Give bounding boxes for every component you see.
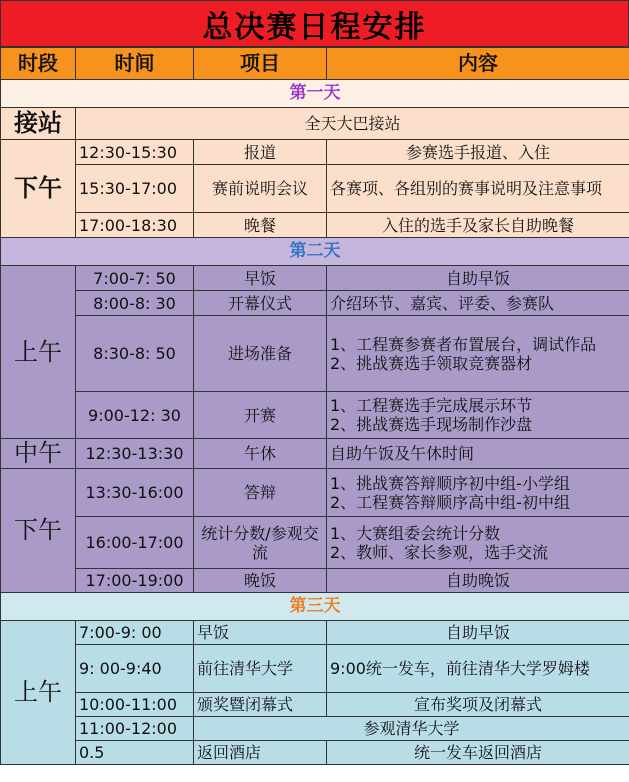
content-cell: 宣布奖项及闭幕式 [327,693,629,717]
time-cell: 9:00-12: 30 [76,392,194,439]
table-row [1,316,629,392]
content-line: 2、工程赛答辩顺序高中组-初中组 [330,492,570,512]
period-morning: 上午 [1,621,76,765]
item-cell: 颁奖暨闭幕式 [194,693,327,717]
time-cell: 7:00-7: 50 [76,266,194,291]
day3-label-row [1,593,629,621]
period-noon: 中午 [1,439,76,469]
time-cell: 13:30-16:00 [76,469,194,517]
day2-label-row [1,238,629,266]
table-row [1,165,629,213]
item-cell: 进场准备 [194,316,327,392]
period-afternoon: 下午 [1,469,76,593]
period-jiezhan: 接站 [1,108,76,140]
content-line: 1、挑战赛答辩顺序初中组-小学组 [330,473,570,493]
table-row [1,621,629,645]
period-afternoon: 下午 [1,140,76,238]
header-item: 项目 [194,48,327,80]
content-cell: 全天大巴接站 [76,108,629,140]
item-cell: 午休 [194,439,327,469]
header-content: 内容 [327,48,629,80]
content-line: 2、挑战赛选手领取竞赛器材 [330,353,533,373]
table-row [1,645,629,693]
content-line: 1、大赛组委会统计分数 [330,523,501,543]
content-cell: 自助早饭 [327,266,629,291]
header-period: 时段 [1,48,76,80]
time-cell: 12:30-15:30 [76,140,194,165]
content-cell: 自助晚饭 [327,569,629,593]
content-cell: 介绍环节、嘉宾、评委、参赛队 [327,291,629,316]
table-row [1,439,629,469]
table-row [1,213,629,238]
item-cell: 开幕仪式 [194,291,327,316]
content-cell: 统一发车返回酒店 [327,741,629,765]
item-cell: 赛前说明会议 [194,165,327,213]
content-cell: 参赛选手报道、入住 [327,140,629,165]
time-cell: 15:30-17:00 [76,165,194,213]
time-cell: 17:00-18:30 [76,213,194,238]
content-cell: 各赛项、各组别的赛事说明及注意事项 [327,165,629,213]
content-line: 2、教师、家长参观，选手交流 [330,542,549,562]
table-row [1,469,629,517]
table-row [1,392,629,439]
header-time: 时间 [76,48,194,80]
time-cell: 8:30-8: 50 [76,316,194,392]
table-row [1,140,629,165]
item-cell: 早饭 [194,266,327,291]
time-cell: 11:00-12:00 [76,717,194,741]
day2-label: 第二天 [1,238,629,266]
time-cell: 8:00-8: 30 [76,291,194,316]
content-cell: 自助午饭及午休时间 [327,439,629,469]
day3-label: 第三天 [1,593,629,621]
item-cell: 统计分数/参观交流 [194,517,327,569]
content-cell [327,316,629,392]
table-row [1,108,629,140]
table-row [1,517,629,569]
schedule-table [0,47,629,765]
item-cell: 晚餐 [194,213,327,238]
item-cell: 前往清华大学 [194,645,327,693]
item-cell: 报道 [194,140,327,165]
table-row [1,569,629,593]
item-cell: 早饭 [194,621,327,645]
time-cell: 9: 00-9:40 [76,645,194,693]
time-cell: 0.5 [76,741,194,765]
day1-label-row [1,80,629,108]
content-cell: 9:00统一发车，前往清华大学罗姆楼 [327,645,629,693]
content-cell [327,517,629,569]
content-cell [327,469,629,517]
content-cell: 入住的选手及家长自助晚餐 [327,213,629,238]
content-cell: 参观清华大学 [194,717,629,741]
day1-label: 第一天 [1,80,629,108]
period-morning: 上午 [1,266,76,439]
time-cell: 17:00-19:00 [76,569,194,593]
item-cell: 返回酒店 [194,741,327,765]
time-cell: 12:30-13:30 [76,439,194,469]
page-title: 总决赛日程安排 [0,0,629,47]
table-row [1,266,629,291]
item-cell: 晚饭 [194,569,327,593]
content-cell: 自助早饭 [327,621,629,645]
table-row [1,717,629,741]
time-cell: 16:00-17:00 [76,517,194,569]
header-row [1,48,629,80]
table-row [1,741,629,765]
table-row [1,693,629,717]
item-cell: 答辩 [194,469,327,517]
time-cell: 10:00-11:00 [76,693,194,717]
content-line: 1、工程赛参赛者布置展台，调试作品 [330,334,597,354]
time-cell: 7:00-9: 00 [76,621,194,645]
table-row [1,291,629,316]
content-cell [327,392,629,439]
content-line: 1、工程赛选手完成展示环节 [330,396,533,415]
content-line: 2、挑战赛选手现场制作沙盘 [330,415,533,434]
item-cell: 开赛 [194,392,327,439]
